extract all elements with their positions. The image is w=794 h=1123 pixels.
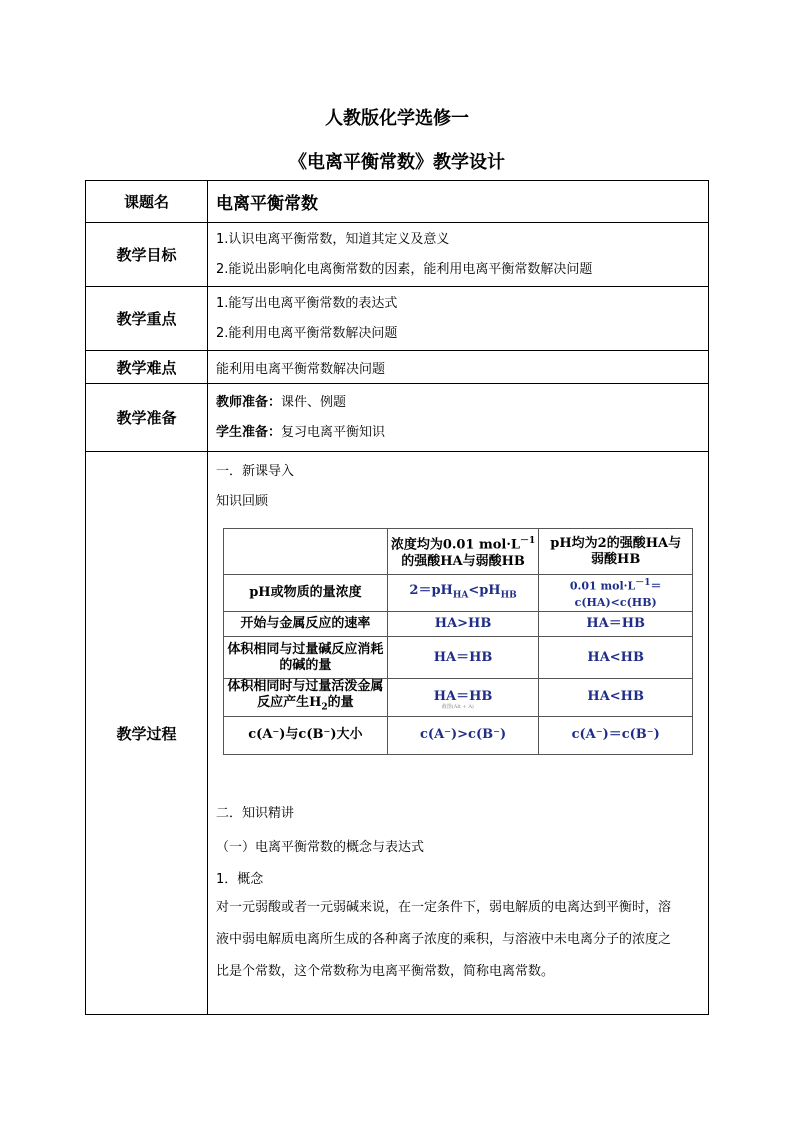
difficulties-label: 教学难点 <box>86 351 208 384</box>
objective-item: 2.能说出影响化电离衡常数的因素，能利用电离平衡常数解决问题 <box>216 261 593 277</box>
comparison-row-label: 开始与金属反应的速率 <box>224 612 388 637</box>
key-point-item: 1.能写出电离平衡常数的表达式 <box>216 295 398 311</box>
comparison-row-label: 体积相同时与过量活泼金属反应产生$H_2$的量 <box>224 679 388 717</box>
comparison-row-label: pH或物质的量浓度 <box>224 575 388 612</box>
row-objectives <box>86 223 709 287</box>
topic-label: 课题名 <box>86 181 208 223</box>
section-item: 1．概念 <box>216 872 264 887</box>
comparison-table <box>223 528 693 755</box>
row-difficulties <box>86 351 709 384</box>
objectives-label: 教学目标 <box>86 223 208 287</box>
comparison-cell: HA＝HB 截图(Alt + A) <box>387 679 539 717</box>
screenshot-tag: 截图(Alt + A) <box>441 703 474 710</box>
process-label: 教学过程 <box>86 452 208 1015</box>
student-prep-value: 复习电离平衡知识 <box>281 424 386 440</box>
difficulties-value: 能利用电离平衡常数解决问题 <box>208 351 709 384</box>
key-points-label: 教学重点 <box>86 287 208 351</box>
comparison-row <box>224 612 693 637</box>
section-subheading: （一）电离平衡常数的概念与表达式 <box>216 840 425 855</box>
comparison-cell: c(A⁻)＝c(B⁻) <box>539 716 693 754</box>
comparison-cell: 0.01 $mol\cdot L^{-1}=$ c(HA)<c(HB) <box>539 575 693 612</box>
document-subtitle: 《电离平衡常数》教学设计 <box>289 152 505 173</box>
row-preparation <box>86 384 709 452</box>
process-content <box>208 452 709 1015</box>
concept-paragraph <box>216 892 702 988</box>
comparison-cell: HA>HB <box>387 612 539 637</box>
comparison-row-label: c(A⁻)与c(B⁻)大小 <box>224 716 388 754</box>
document-title: 人教版化学选修一 <box>325 108 469 129</box>
teacher-prep-label: 教师准备： <box>216 394 282 410</box>
row-key-points <box>86 287 709 351</box>
key-point-item: 2.能利用电离平衡常数解决问题 <box>216 325 398 341</box>
comparison-cell: $2=pH_{HA}<pH_{HB}$ <box>387 575 539 612</box>
comparison-row-label: 体积相同与过量碱反应消耗的碱的量 <box>224 637 388 679</box>
paragraph-line: 液中弱电解质电离所生成的各种离子浓度的乘积，与溶液中未电离分子的浓度之 <box>216 932 672 947</box>
comparison-header-col2: pH均为2的强酸HA与 弱酸HB <box>539 529 693 575</box>
paragraph-line: 比是个常数，这个常数称为电离平衡常数，简称电离常数。 <box>216 964 555 979</box>
comparison-header-col1: 浓度均为0.01 $mol\cdot L^{-1}$ 的强酸HA与弱酸HB <box>387 529 539 575</box>
objective-item: 1.认识电离平衡常数，知道其定义及意义 <box>216 231 450 247</box>
lesson-plan-table <box>85 180 709 1015</box>
section-heading: 二．知识精讲 <box>216 806 295 821</box>
comparison-header-row <box>224 529 693 575</box>
comparison-cell: HA＝HB <box>539 612 693 637</box>
topic-value: 电离平衡常数 <box>216 194 318 214</box>
comparison-row <box>224 575 693 612</box>
comparison-cell: HA<HB <box>539 637 693 679</box>
comparison-row <box>224 716 693 754</box>
paragraph-line: 对一元弱酸或者一元弱碱来说，在一定条件下，弱电解质的电离达到平衡时，溶 <box>216 900 672 915</box>
comparison-cell: HA<HB <box>539 679 693 717</box>
row-process <box>86 452 709 1015</box>
section-subheading: 知识回顾 <box>216 494 269 509</box>
row-topic <box>86 181 709 223</box>
comparison-cell: c(A⁻)>c(B⁻) <box>387 716 539 754</box>
comparison-row <box>224 637 693 679</box>
teacher-prep-value: 课件、例题 <box>281 394 347 410</box>
student-prep-label: 学生准备： <box>216 424 282 440</box>
comparison-row <box>224 679 693 717</box>
comparison-cell: HA＝HB <box>387 637 539 679</box>
section-heading: 一．新课导入 <box>216 464 295 479</box>
preparation-label: 教学准备 <box>86 384 208 452</box>
